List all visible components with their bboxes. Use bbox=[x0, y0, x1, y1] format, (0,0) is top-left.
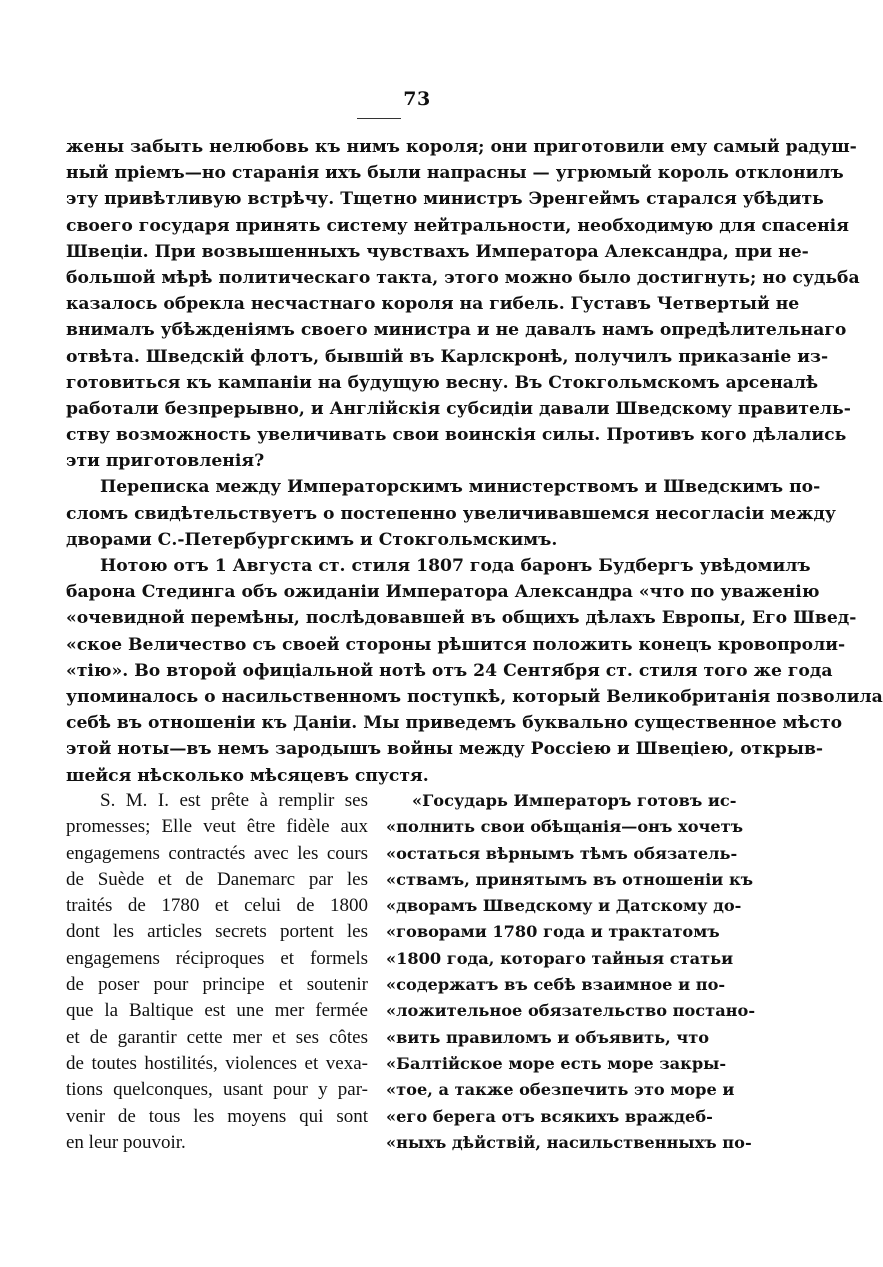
text-line: эту привѣтливую встрѣчу. Тщетно министръ Эренгеймъ старался убѣдить bbox=[66, 189, 824, 210]
text-line: «тію». Во второй офиціальной нотѣ отъ 24 Сентября ст. стиля того же года bbox=[66, 660, 833, 681]
quote-line: S. M. I. est prête à remplir ses bbox=[100, 790, 368, 811]
text-line: готовиться къ кампаніи на будущую весну. Въ Стокгольмскомъ арсеналѣ bbox=[66, 372, 819, 393]
quote-line: «Государь Императоръ готовъ ис- bbox=[412, 791, 737, 810]
quote-line: en leur pouvoir. bbox=[66, 1131, 186, 1153]
text-line: себѣ въ отношеніи къ Даніи. Мы приведемъ буквально существенное мѣсто bbox=[66, 713, 843, 734]
quote-line: venir de tous les moyens qui sont bbox=[66, 1105, 368, 1127]
quote-line: «ложительное обязательство постано- bbox=[386, 1001, 756, 1021]
quote-line: engagemens réciproques et formels bbox=[66, 947, 368, 969]
russian-column bbox=[386, 788, 756, 1156]
paragraph bbox=[66, 474, 836, 553]
quote-line: «дворамъ Шведскому и Датскому до- bbox=[386, 896, 742, 916]
quote-line: «ствамъ, принятымъ въ отношеніи къ bbox=[386, 869, 754, 889]
text-line: упоминалось о насильственномъ поступкѣ, который Великобританія позволила bbox=[66, 686, 883, 707]
text-line: Переписка между Императорскимъ министерствомъ и Шведскимъ по- bbox=[100, 477, 821, 498]
quote-line: «его берега отъ всякихъ враждеб- bbox=[386, 1106, 713, 1126]
quote-line: «вить правиломъ и объявить, что bbox=[386, 1027, 710, 1047]
quote-line: «1800 года, котораго тайныя статьи bbox=[386, 948, 734, 968]
quote-line: engagemens contractés avec les cours bbox=[66, 842, 368, 864]
quote-line: «тое, а также обезпечить это море и bbox=[386, 1080, 735, 1100]
french-column bbox=[66, 788, 368, 1156]
text-line: Нотою отъ 1 Августа ст. стиля 1807 года баронъ Будбергъ увѣдомилъ bbox=[100, 556, 811, 576]
paragraph bbox=[66, 553, 883, 789]
quote-line: traités de 1780 et celui de 1800 bbox=[66, 895, 368, 917]
quote-line: et de garantir cette mer et ses côtes bbox=[66, 1026, 368, 1048]
text-line: барона Стединга объ ожиданіи Императора Александра «что по уваженію bbox=[66, 582, 820, 603]
quote-line: promesses; Elle veut être fidèle aux bbox=[66, 816, 368, 838]
quote-line: «Балтійское море есть море закры- bbox=[386, 1053, 727, 1073]
text-line: ный пріемъ—но старанія ихъ были напрасны — угрюмый король отклонилъ bbox=[66, 163, 844, 184]
text-line: сломъ свидѣтельствуетъ о постепенно увеличивавшемся несогласіи между bbox=[66, 503, 836, 524]
quote-line: «остаться вѣрнымъ тѣмъ обязатель- bbox=[386, 843, 738, 863]
text-line: шейся нѣсколько мѣсяцевъ спустя. bbox=[66, 765, 429, 786]
text-line: эти приготовленія? bbox=[66, 451, 265, 472]
quote-line: dont les articles secrets portent les bbox=[66, 921, 368, 943]
quote-line: «говорами 1780 года и трактатомъ bbox=[386, 922, 720, 942]
quote-line: «ныхъ дѣйствій, насильственныхъ по- bbox=[386, 1132, 752, 1152]
quote-line: de Suède et de Danemarc par les bbox=[66, 868, 368, 890]
text-line: отвѣта. Шведскій флотъ, бывшій въ Карлскронѣ, получилъ приказаніе из- bbox=[66, 346, 829, 367]
page-number-rule bbox=[357, 118, 401, 119]
text-line: «ское Величество съ своей стороны рѣшится положить конецъ кровопроли- bbox=[66, 634, 846, 655]
quote-line: de toutes hostilités, violences et vexa- bbox=[66, 1052, 368, 1074]
main-text bbox=[66, 134, 883, 789]
quote-line: «полнить свои обѣщанія—онъ хочетъ bbox=[386, 817, 744, 837]
quote-line: tions quelconques, usant pour y par- bbox=[66, 1079, 368, 1101]
text-line: этой ноты—въ немъ зародышъ войны между Россіею и Швеціею, открыв- bbox=[66, 739, 824, 760]
text-line: большой мѣрѣ политическаго такта, этого можно было достигнуть; но судьба bbox=[66, 267, 860, 288]
text-line: внималъ убѣжденіямъ своего министра и не давалъ намъ опредѣлительнаго bbox=[66, 320, 847, 341]
text-line: работали безпрерывно, и Англійскія субсидіи давали Шведскому правитель- bbox=[66, 398, 851, 419]
text-line: жены забыть нелюбовь къ нимъ короля; они приготовили ему самый радуш- bbox=[66, 137, 857, 157]
text-line: Швеціи. При возвышенныхъ чувствахъ Императора Александра, при не- bbox=[66, 241, 809, 262]
text-line: ству возможность увеличивать свои воинскія силы. Противъ кого дѣлались bbox=[66, 425, 847, 446]
quote-line: de poser pour principe et soutenir bbox=[66, 974, 368, 996]
quote-line: que la Baltique est une mer fermée bbox=[66, 1000, 368, 1022]
text-line: «очевидной перемѣны, послѣдовавшей въ общихъ дѣлахъ Европы, Его Швед- bbox=[66, 608, 857, 629]
text-line: дворами С.-Петербургскимъ и Стокгольмскимъ. bbox=[66, 529, 558, 550]
text-line: казалось обрекла несчастнаго короля на гибель. Густавъ Четвертый не bbox=[66, 294, 800, 315]
quote-line: «содержатъ въ себѣ взаимное и по- bbox=[386, 975, 726, 995]
page-number: 73 bbox=[403, 88, 431, 110]
paragraph bbox=[66, 134, 860, 474]
text-line: своего государя принять систему нейтральности, необходимую для спасенія bbox=[66, 215, 849, 236]
